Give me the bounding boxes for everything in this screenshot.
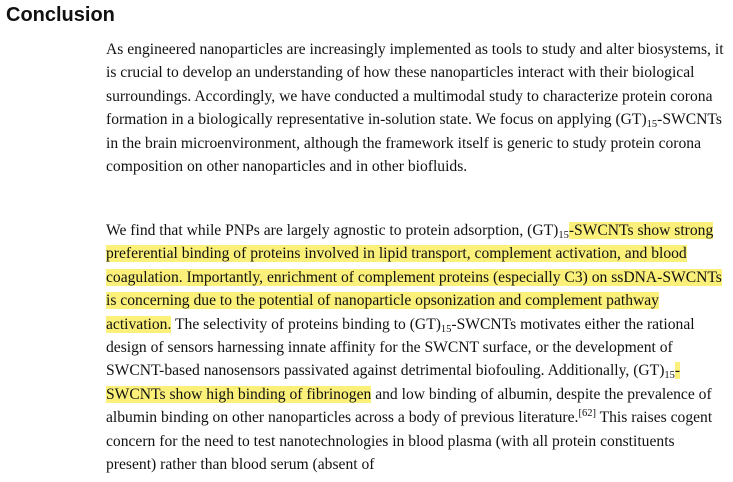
p1-text-b: -SWCNTs in the brain microenvironment, although the framework itself is generic to study protein corona composition on other nanoparticles and in other biofluids. — [106, 111, 722, 176]
p1-subscript-a: 15 — [646, 119, 658, 131]
p2-text-a: We find that while PNPs are largely agnostic to protein adsorption, (GT) — [106, 222, 559, 239]
p2-subscript-b: 15 — [440, 323, 452, 335]
p2-text-e: This raises cogent concern for the need to test nanotechnologies in blood plasma (with all protein constituents present) rather than blood serum (absent of — [106, 409, 713, 474]
p1-text-a: As engineered nanoparticles are increasingly implemented as tools to study and alter biosystems, it is crucial to develop an understanding of how these nanoparticles interact with their biological surroundings. Accordingly, we have conducted a multimodal study to characterize protein corona formation in a biologically representative in-solution state. We focus on applying (GT) — [106, 41, 724, 129]
p2-text-d: and low binding of albumin, despite the prevalence of albumin binding on other nanoparticles across a body of previous literature. — [106, 385, 712, 427]
citation-link[interactable]: [62] — [578, 408, 596, 420]
conclusion-paragraph-1 — [106, 38, 726, 178]
highlight-fibrinogen-binding: -SWCNTs show high binding of fibrinogen — [106, 362, 681, 403]
conclusion-paragraph-2 — [106, 219, 726, 476]
p2-subscript-a: 15 — [558, 230, 569, 241]
p2-text-c: -SWCNTs motivates either the rational design of sensors harnessing innate affinity for the SWCNT surface, or the development of SWCNT-based nanosensors passivated against detrimental biofouling. Additionally, (GT) — [106, 315, 695, 380]
highlight-complement-binding: -SWCNTs show strong preferential binding of proteins involved in lipid transport, complement activation, and blood coagulation. Importantly, enrichment of complement proteins (especially C3) on ssDNA-SWCNTs is concerning due to the potential of nanoparticle opsonization and complement pathway activation. — [106, 222, 722, 333]
p2-text-b: The selectivity of proteins binding to (GT) — [171, 315, 441, 333]
section-heading: Conclusion — [6, 4, 115, 26]
p2-subscript-c: 15 — [664, 370, 675, 382]
